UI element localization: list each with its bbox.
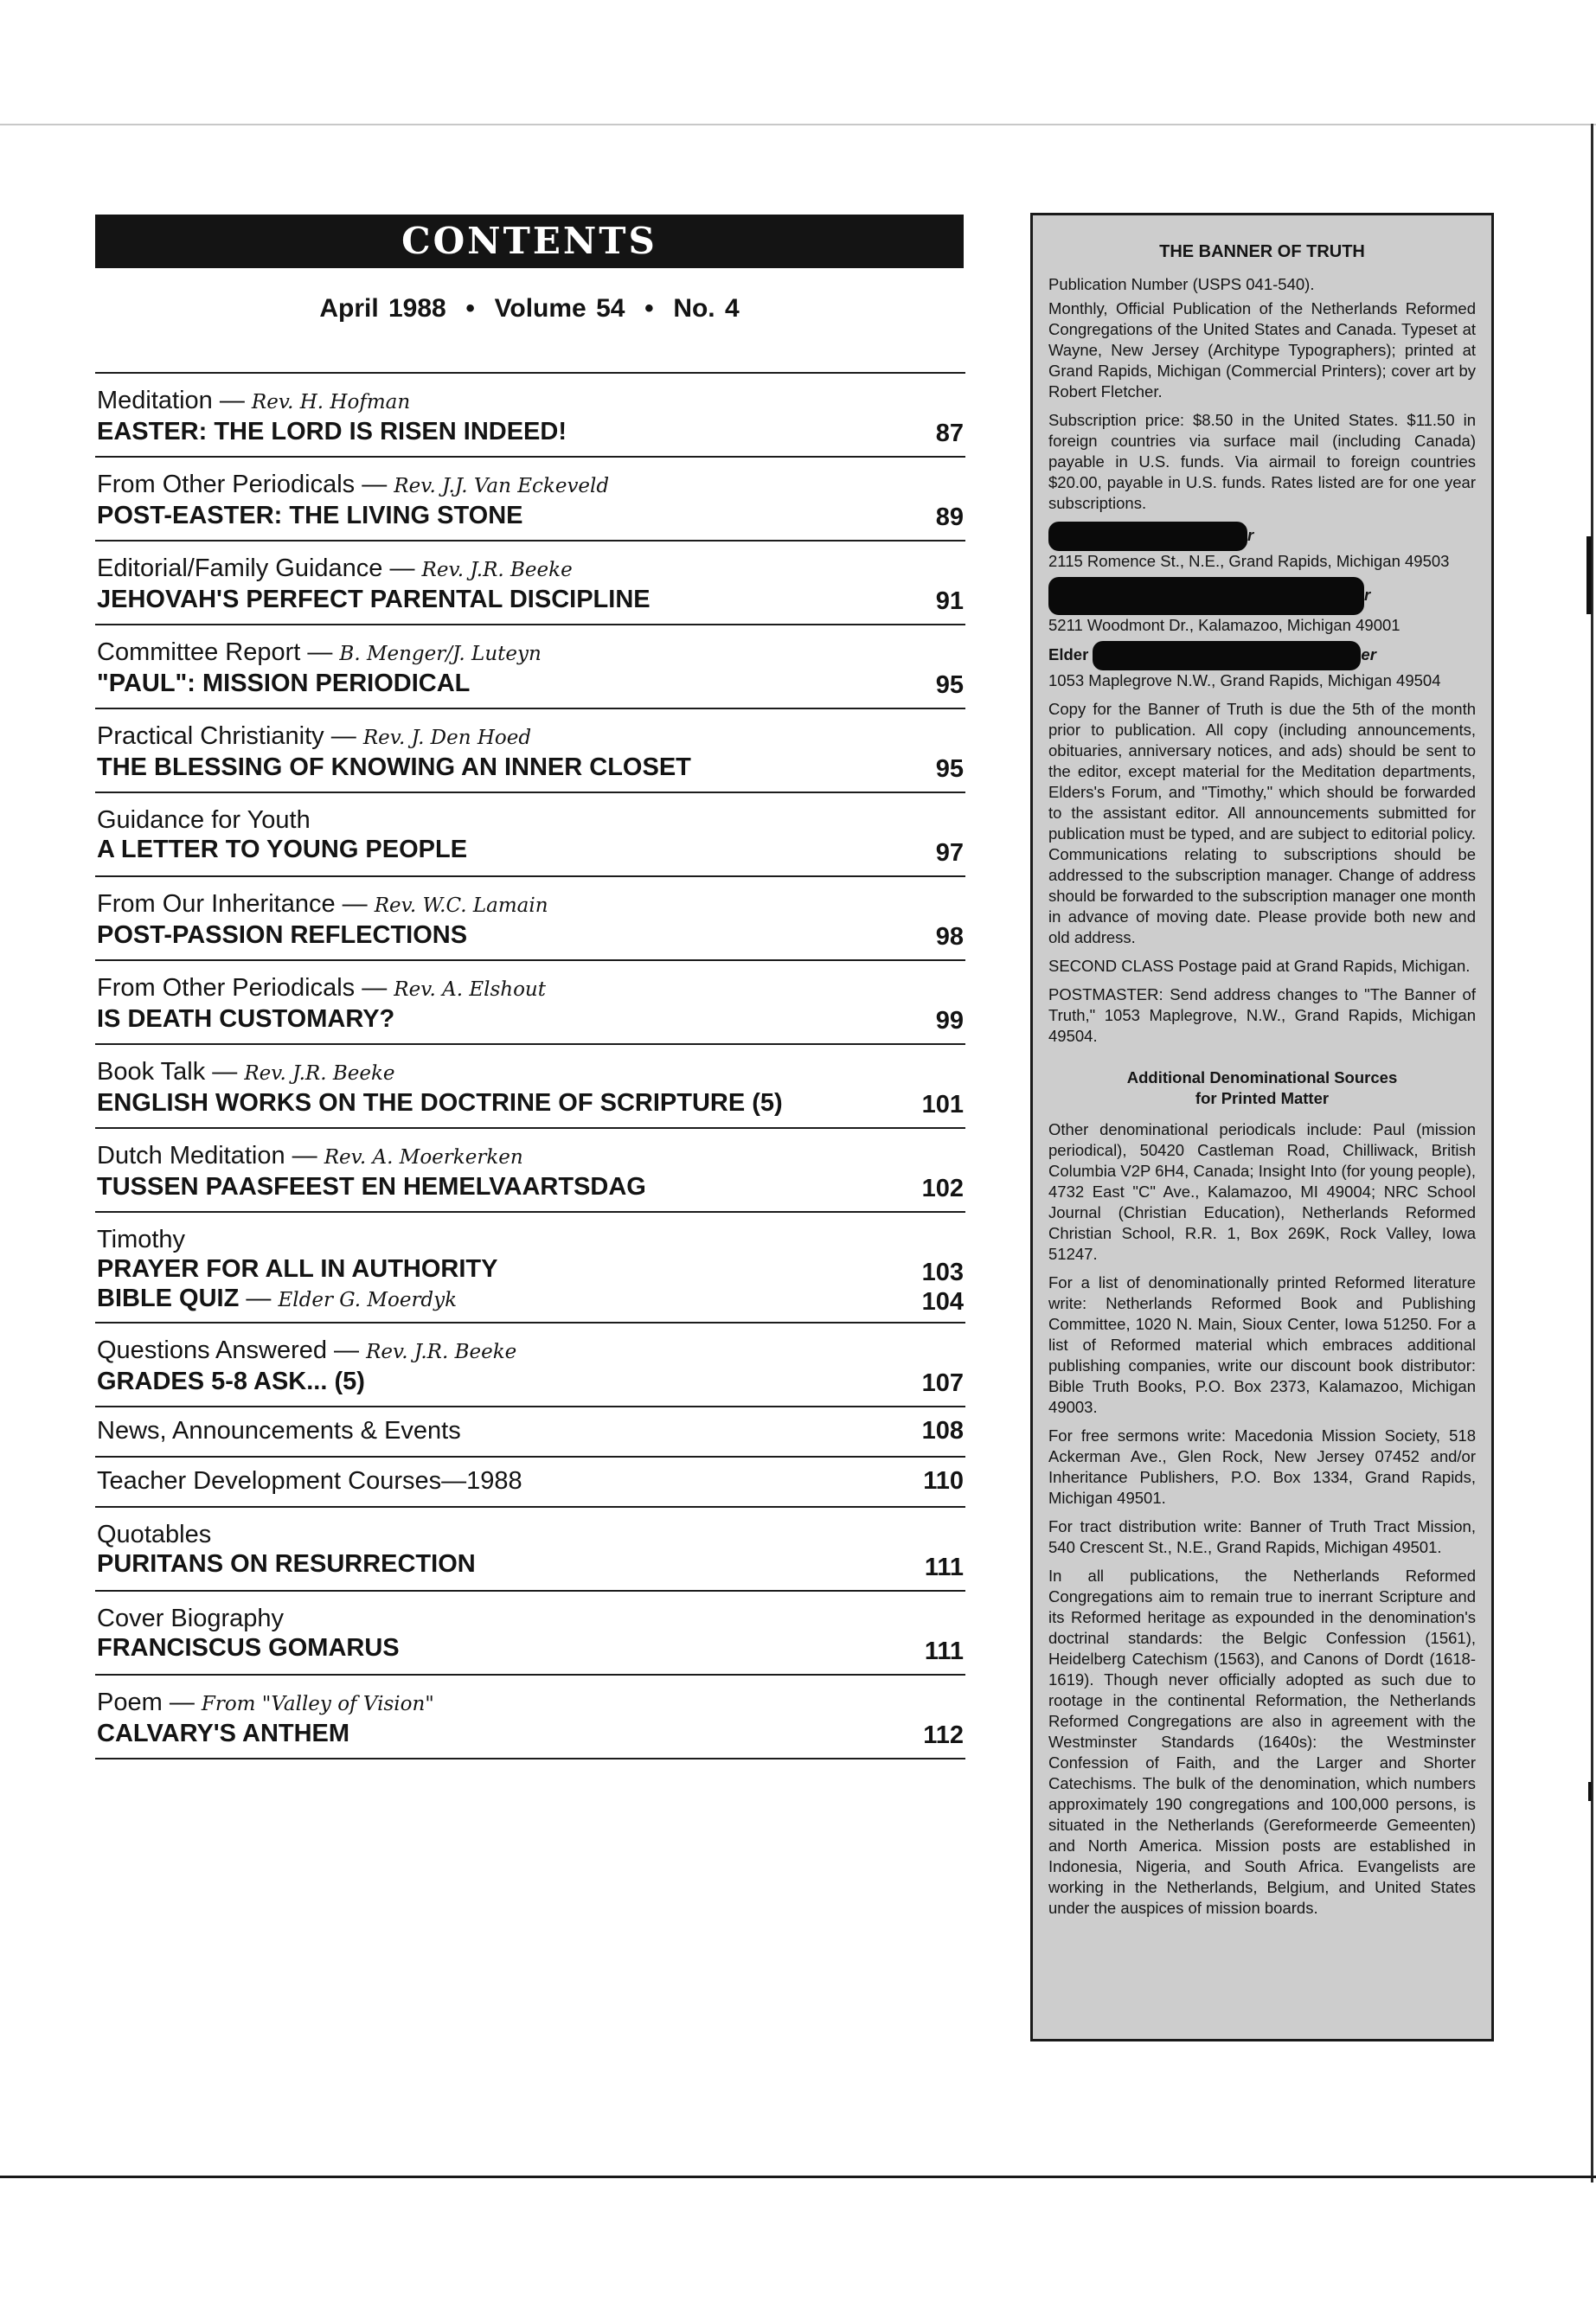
article-title: BIBLE QUIZ [97, 1285, 240, 1312]
article-title: PURITANS ON RESURRECTION [97, 1550, 476, 1578]
page-number: 91 [935, 587, 964, 615]
author: Rev. J.R. Beeke [244, 1062, 395, 1085]
staff-address: 2115 Romence St., N.E., Grand Rapids, Michigan 49503 [1048, 552, 1450, 570]
author: Rev. J.R. Beeke [421, 559, 573, 581]
publication-description: Monthly, Official Publication of the Netherlands Reformed Congregations of the United States and Canada. Typeset at Wayne, New Jersey (Architype Typographers); printed at Grand Rapids, Michigan (Commercial Printers); cover art by Robert Fletcher. [1048, 299, 1476, 401]
department: Committee Report — [97, 638, 340, 666]
toc-entry-single[interactable] [95, 1407, 965, 1458]
page-number: 95 [935, 671, 964, 699]
toc-entry-timothy[interactable] [95, 1213, 965, 1324]
scan-mark [1588, 1782, 1592, 1801]
department: Cover Biography [97, 1605, 284, 1632]
staff-entry [1048, 641, 1476, 691]
toc-entry[interactable] [95, 374, 965, 458]
article-title: FRANCISCUS GOMARUS [97, 1634, 400, 1662]
article-title: A LETTER TO YOUNG PEOPLE [97, 836, 468, 863]
sources-sermons: For free sermons write: Macedonia Mission Society, 518 Ackerman Ave., Glen Rock, New Jersey 07452 and/or Inheritance Publishers, P.O. Box 1334, Grand Rapids, Michigan 49501. [1048, 1426, 1476, 1507]
department-line [97, 973, 965, 1004]
department: Guidance for Youth [97, 806, 311, 834]
author: Rev. H. Hofman [251, 391, 411, 413]
toc-entry[interactable] [95, 542, 965, 625]
page-number: 108 [921, 1417, 964, 1445]
article-title: CALVARY'S ANTHEM [97, 1720, 350, 1747]
article-title: EASTER: THE LORD IS RISEN INDEED! [97, 418, 567, 445]
department-line [97, 554, 965, 585]
department-line [97, 1141, 965, 1172]
issue-number: No. 4 [673, 294, 740, 323]
department: From Other Periodicals — [97, 471, 394, 498]
department: Dutch Meditation — [97, 1142, 324, 1170]
department-line [97, 1688, 965, 1719]
page-number: 87 [935, 420, 964, 447]
article-title: TUSSEN PAASFEEST EN HEMELVAARTSDAG [97, 1173, 646, 1201]
toc-entry[interactable] [95, 793, 965, 877]
department: Quotables [97, 1521, 212, 1548]
issue-line [95, 294, 964, 324]
article-title: ENGLISH WORKS ON THE DOCTRINE OF SCRIPTURE (5) [97, 1089, 783, 1117]
sources-heading-line-1: Additional Denominational Sources [1126, 1068, 1398, 1086]
author: Rev. A. Moerkerken [324, 1146, 523, 1169]
staff-name-fragment: er [1361, 644, 1376, 663]
article-title: POST-EASTER: THE LIVING STONE [97, 502, 523, 529]
toc-entry[interactable] [95, 1676, 965, 1759]
page-number: 102 [921, 1175, 964, 1202]
issue-separator: • [465, 294, 475, 323]
department: Questions Answered — [97, 1336, 367, 1364]
department: Poem — [97, 1689, 202, 1716]
article-title: GRADES 5-8 ASK... (5) [97, 1368, 365, 1395]
author: Rev. J. Den Hoed [362, 727, 532, 749]
article-title: THE BLESSING OF KNOWING AN INNER CLOSET [97, 753, 691, 781]
author: From "Valley of Vision" [201, 1693, 434, 1715]
page-number: 95 [935, 755, 964, 783]
toc-entry[interactable] [95, 458, 965, 542]
toc-entry[interactable] [95, 1508, 965, 1592]
sources-heading-line-2: for Printed Matter [1195, 1089, 1330, 1107]
article-title: POST-PASSION REFLECTIONS [97, 921, 468, 949]
postmaster-notice: POSTMASTER: Send address changes to "The Banner of Truth," 1053 Maplegrove, N.W., Grand Rapids, Michigan 49504. [1048, 985, 1476, 1045]
toc-entry[interactable] [95, 877, 965, 961]
redaction-bar [1048, 522, 1247, 551]
staff-name-fragment: r [1364, 585, 1371, 604]
department-line [97, 805, 965, 835]
page-number: 101 [921, 1091, 964, 1118]
staff-address: 1053 Maplegrove N.W., Grand Rapids, Michigan 49504 [1048, 671, 1441, 689]
staff-name-fragment: r [1247, 525, 1254, 544]
toc-entry[interactable] [95, 961, 965, 1045]
department-line [97, 386, 965, 417]
redaction-bar [1048, 577, 1364, 615]
department: News, Announcements & Events [97, 1417, 461, 1445]
issue-separator: • [644, 294, 654, 323]
page-number: 98 [935, 923, 964, 951]
toc-entry[interactable] [95, 625, 965, 709]
department-line [97, 721, 965, 753]
copy-notice: Copy for the Banner of Truth is due the 5th of the month prior to publication. All copy (including announcements, obituaries, anniversary notices, and ads) should be sent to the editor, except material for the Meditation departments, Elders's Forum, and "Timothy," which should be forwarded to the assistant editor. All announcements submitted for publication must be typed, and are subject to editorial policy. Communications relating to subscriptions should be addressed to the subscription manager. Change of address should be forwarded to the subscription manager one month in advance of moving date. Please provide both new and old address. [1048, 700, 1476, 946]
department: Editorial/Family Guidance — [97, 554, 422, 582]
staff-name-line [1048, 577, 1476, 615]
department: Meditation — [97, 387, 252, 414]
page-number: 103 [921, 1259, 964, 1286]
toc-entry[interactable] [95, 1592, 965, 1676]
toc-entry[interactable] [95, 1324, 965, 1407]
toc-entry[interactable] [95, 1045, 965, 1129]
masthead-title: THE BANNER OF TRUTH [1159, 242, 1365, 261]
department: Teacher Development Courses—1988 [97, 1467, 522, 1495]
department: Practical Christianity — [97, 722, 363, 750]
author: Rev. J.J. Van Eckeveld [394, 475, 610, 497]
author: Rev. J.R. Beeke [366, 1341, 517, 1363]
author: Rev. W.C. Lamain [374, 894, 548, 917]
staff-address: 5211 Woodmont Dr., Kalamazoo, Michigan 49001 [1048, 616, 1401, 634]
department-line [97, 1057, 965, 1088]
postage-notice: SECOND CLASS Postage paid at Grand Rapids, Michigan. [1048, 957, 1471, 975]
redaction-bar [1093, 641, 1361, 670]
article-title: JEHOVAH'S PERFECT PARENTAL DISCIPLINE [97, 586, 651, 613]
staff-entry [1048, 522, 1476, 572]
sources-periodicals: Other denominational periodicals include: Paul (mission periodical), 50420 Castleman Road, Chilliwack, British Columbia V2P 6H4, Canada; Insight Into (for young people), 4732 East "C" Ave., Kalamazoo, MI 49004; NRC School Journal (Christian Education), Netherlands Reformed Christian School, R.R. 1, Box 269K, Rock Valley, Iowa 51247. [1048, 1120, 1476, 1263]
sources-heading [1048, 1067, 1476, 1109]
department: Timothy [97, 1226, 186, 1253]
sources-literature: For a list of denominationally printed Reformed literature write: Netherlands Reformed Book and Publishing Committee, 1020 N. Main, Sioux Center, Iowa 51250. For a list of Reformed material which embraces additional publishing companies, write our discount book distributor: Bible Truth Books, P.O. Box 2373, Kalamazoo, Michigan 49003. [1048, 1273, 1476, 1416]
page-number: 111 [924, 1554, 964, 1581]
subscription-info: Subscription price: $8.50 in the United States. $11.50 in foreign countries via surface mail (including Canada) payable in U.S. funds. Via airmail to foreign countries $20.00, payable in U.S. funds. Rates listed are for one year subscriptions. [1048, 411, 1476, 512]
toc-entry[interactable] [95, 709, 965, 793]
department: Book Talk — [97, 1058, 245, 1086]
page-number: 107 [921, 1369, 964, 1397]
title-separator: — [239, 1285, 279, 1312]
staff-entry [1048, 577, 1476, 636]
staff-name-line [1048, 641, 1476, 670]
page-number: 110 [923, 1467, 964, 1495]
contents-banner: CONTENTS [95, 215, 964, 268]
staff-name-prefix: Elder [1048, 644, 1089, 663]
article-title: "PAUL": MISSION PERIODICAL [97, 670, 471, 697]
masthead-box [1030, 213, 1494, 2041]
issue-volume: Volume 54 [494, 294, 625, 323]
scan-edge-top [0, 124, 1596, 125]
author: B. Menger/J. Luteyn [339, 643, 542, 665]
page-number: 112 [923, 1721, 964, 1749]
page-number: 89 [935, 503, 964, 531]
article-title: PRAYER FOR ALL IN AUTHORITY [97, 1255, 498, 1283]
author: Elder G. Moerdyk [278, 1289, 458, 1311]
department: From Other Periodicals — [97, 974, 394, 1002]
article-title-line [97, 1284, 965, 1315]
staff-name-line [1048, 522, 1476, 551]
department-line [97, 1336, 965, 1367]
issue-date: April 1988 [319, 294, 446, 323]
scan-mark [1586, 536, 1592, 614]
toc-entry-single[interactable] [95, 1458, 965, 1508]
table-of-contents [95, 372, 965, 1759]
author: Rev. A. Elshout [394, 978, 546, 1001]
toc-entry[interactable] [95, 1129, 965, 1213]
department-line [97, 889, 965, 920]
doctrinal-statement: In all publications, the Netherlands Reformed Congregations aim to remain true to inerrant Scripture and its Reformed heritage as expounded in the denomination's doctrinal standards: the Belgic Confession (1561), Heidelberg Catechism (1563), and Canons of Dordt (1618-1619). Though never officially adopted as such due to rootage in the continental Reformation, the Netherlands Reformed Congregations are also in agreement with the Westminster Standards (1640s): the Westminster Confession of Faith, and the Larger and Shorter Catechisms. The bulk of the denomination, which numbers approximately 190 congregations and 100,000 persons, is situated in the Netherlands (Gereformeerde Gemeenten) and North America. Mission posts are established in Indonesia, Nigeria, and South Africa. Evangelists are working in the Netherlands, Belgium, and United States under the auspices of mission boards. [1048, 1567, 1476, 1917]
page-number: 97 [935, 839, 964, 867]
department-line [97, 1604, 965, 1633]
article-title: IS DEATH CUSTOMARY? [97, 1005, 395, 1033]
department-line [97, 1520, 965, 1549]
publication-number: Publication Number (USPS 041-540). [1048, 275, 1315, 293]
department: From Our Inheritance — [97, 890, 375, 918]
scan-edge-right [1591, 124, 1593, 2182]
department-line [97, 470, 965, 501]
page-number: 111 [924, 1638, 964, 1665]
scan-edge-bottom [0, 2176, 1596, 2178]
page-number: 99 [935, 1007, 964, 1035]
sources-tracts: For tract distribution write: Banner of Truth Tract Mission, 540 Crescent St., N.E., Grand Rapids, Michigan 49501. [1048, 1517, 1476, 1556]
department-line [97, 638, 965, 669]
page-number: 104 [921, 1288, 964, 1316]
